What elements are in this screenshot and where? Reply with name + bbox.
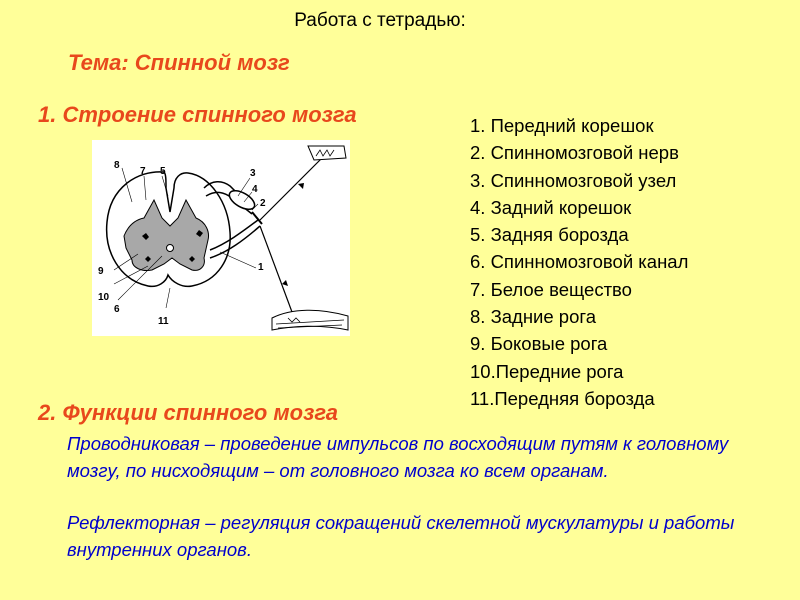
function-reflex: Рефлекторная – регуляция сокращений скелетной мускулатуры и работы внутренних органов. [67, 512, 735, 560]
legend-item: 10.Передние рога [470, 360, 624, 382]
legend-item: 1. Передний корешок [470, 115, 654, 136]
diagram-label-1: 1 [258, 262, 264, 273]
diagram-label-7: 7 [140, 166, 146, 177]
section1-title: 1. Строение спинного мозга [38, 102, 357, 127]
header-title: Работа с тетрадью: [294, 10, 466, 31]
legend-item: 4. Задний корешок [470, 196, 632, 218]
legend-item: 11.Передняя борозда [470, 387, 655, 409]
spinal-cord-illustration [92, 140, 350, 336]
structure-legend [470, 112, 688, 412]
central-canal [167, 245, 174, 252]
legend-item: 5. Задняя борозда [470, 224, 629, 246]
legend-item: 3. Спинномозговой узел [470, 169, 677, 191]
diagram-label-5: 5 [160, 166, 166, 177]
diagram-label-11: 11 [158, 316, 169, 327]
diagram-label-6: 6 [114, 304, 120, 315]
motor-fiber [260, 226, 292, 312]
legend-item: 8. Задние рога [470, 306, 597, 328]
skin-receptor [308, 146, 346, 160]
legend-item: 9. Боковые рога [470, 333, 608, 355]
diagram-label-9: 9 [98, 266, 104, 277]
section2-title: 2. Функции спинного мозга [38, 400, 339, 425]
legend-item: 7. Белое вещество [470, 278, 632, 300]
diagram-label-8: 8 [114, 160, 120, 171]
topic-title: Тема: Спинной мозг [68, 50, 290, 75]
diagram-label-10: 10 [98, 292, 110, 303]
legend-item: 2. Спинномозговой нерв [470, 142, 679, 164]
diagram-label-3: 3 [250, 168, 256, 179]
spinal-cord-diagram [92, 140, 350, 336]
sensory-fiber [260, 158, 322, 220]
legend-item: 6. Спинномозговой канал [470, 251, 689, 273]
function-conductive: Проводниковая – проведение импульсов по восходящим путям к головному мозгу, по нисходящим – от головного мозга ко всем органам. [67, 433, 729, 481]
spinal-nerve [252, 212, 262, 224]
diagram-label-2: 2 [260, 198, 266, 209]
diagram-label-4: 4 [252, 184, 258, 195]
